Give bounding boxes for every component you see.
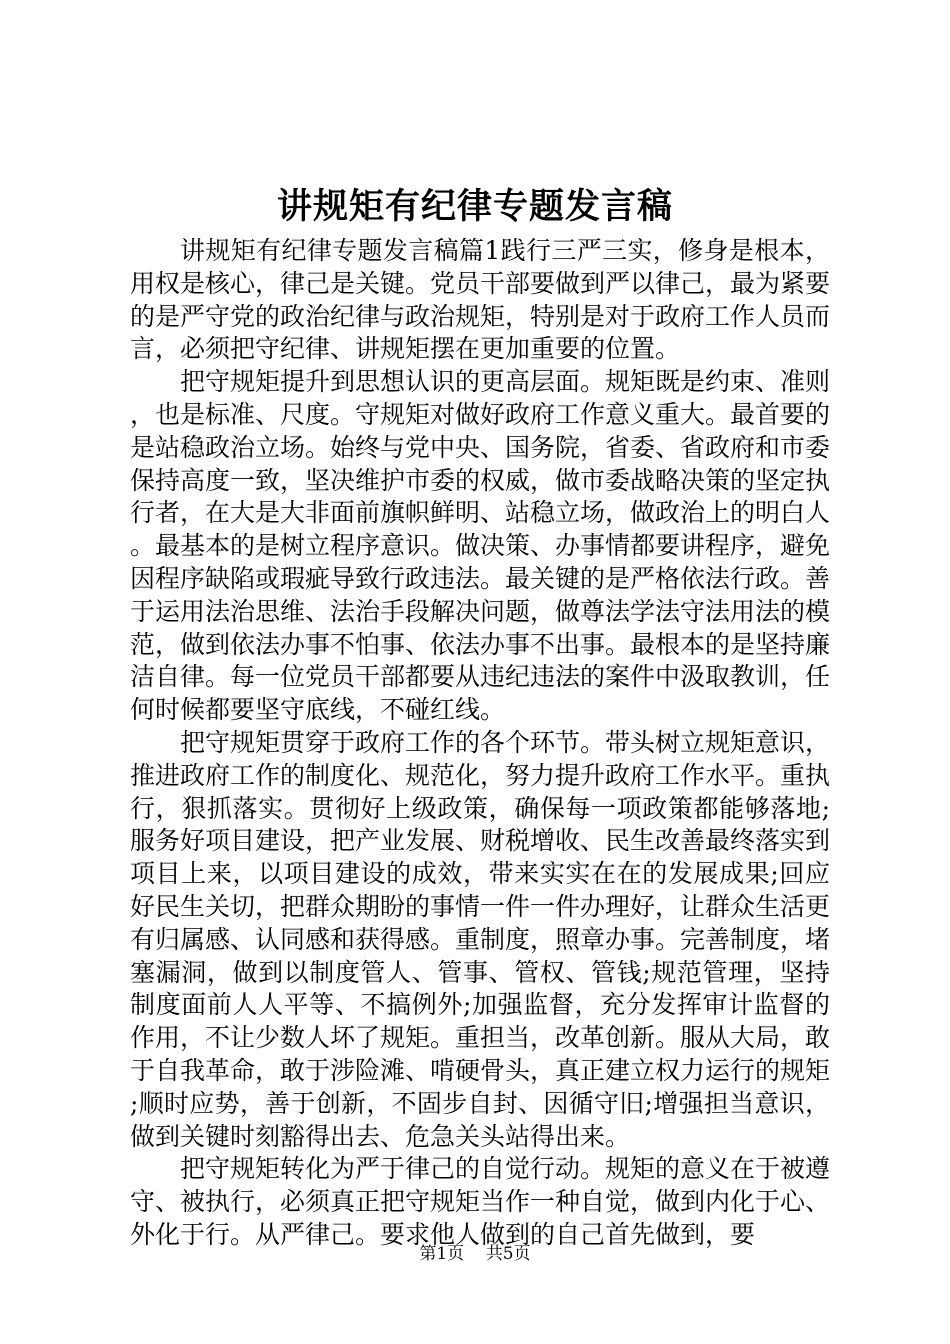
page-footer	[0, 1242, 950, 1266]
document-title: 讲规矩有纪律专题发言稿	[276, 186, 673, 227]
page-number: 第1页	[419, 1244, 465, 1264]
paragraph-4: 把守规矩转化为严于律己的自觉行动。规矩的意义在于被遵守、被执行，必须真正把守规矩当作一种自觉，做到内化于心、外化于行。从严律己。要求他人做到的自己首先做到，要	[130, 1154, 831, 1249]
document-body	[130, 235, 830, 1252]
page-spacer	[470, 1244, 481, 1264]
paragraph-2: 把守规矩提升到思想认识的更高层面。规矩既是约束、准则，也是标准、尺度。守规矩对做好政府工作意义重大。最首要的是站稳政治立场。始终与党中央、国务院，省委、省政府和市委保持高度一致，坚决维护市委的权威，做市委战略决策的坚定执行者，在大是大非面前旗帜鲜明、站稳立场，做政治上的明白人。最基本的是树立程序意识。做决策、办事情都要讲程序，避免因程序缺陷或瑕疵导致行政违法。最关键的是严格依法行政。善于运用法治思维、法治手段解决问题，做尊法学法守法用法的模范，做到依法办事不怕事、依法办事不出事。最根本的是坚持廉洁自律。每一位党员干部都要从违纪违法的案件中汲取教训，任何时候都要坚守底线，不碰红线。	[130, 367, 831, 725]
page-total: 共5页	[485, 1244, 531, 1264]
paragraph-3: 把守规矩贯穿于政府工作的各个环节。带头树立规矩意识，推进政府工作的制度化、规范化，努力提升政府工作水平。重执行，狠抓落实。贯彻好上级政策，确保每一项政策都能够落地;服务好项目建设，把产业发展、财税增收、民生改善最终落实到项目上来，以项目建设的成效，带来实实在在的发展成果;回应好民生关切，把群众期盼的事情一件一件办理好，让群众生活更有归属感、认同感和获得感。重制度，照章办事。完善制度，堵塞漏洞，做到以制度管人、管事、管权、管钱;规范管理，坚持制度面前人人平等、不搞例外;加强监督，充分发挥审计监督的作用，不让少数人坏了规矩。重担当，改革创新。服从大局，敢于自我革命，敢于涉险滩、啃硬骨头，真正建立权力运行的规矩;顺时应势，善于创新，不固步自封、因循守旧;增强担当意识，做到关键时刻豁得出去、危急关头站得出来。	[130, 727, 831, 1151]
paragraph-1: 讲规矩有纪律专题发言稿篇1践行三严三实，修身是根本，用权是核心，律己是关键。党员干部要做到严以律己，最为紧要的是严守党的政治纪律与政治规矩，特别是对于政府工作人员而言，必须把守纪律、讲规矩摆在更加重要的位置。	[130, 236, 831, 364]
